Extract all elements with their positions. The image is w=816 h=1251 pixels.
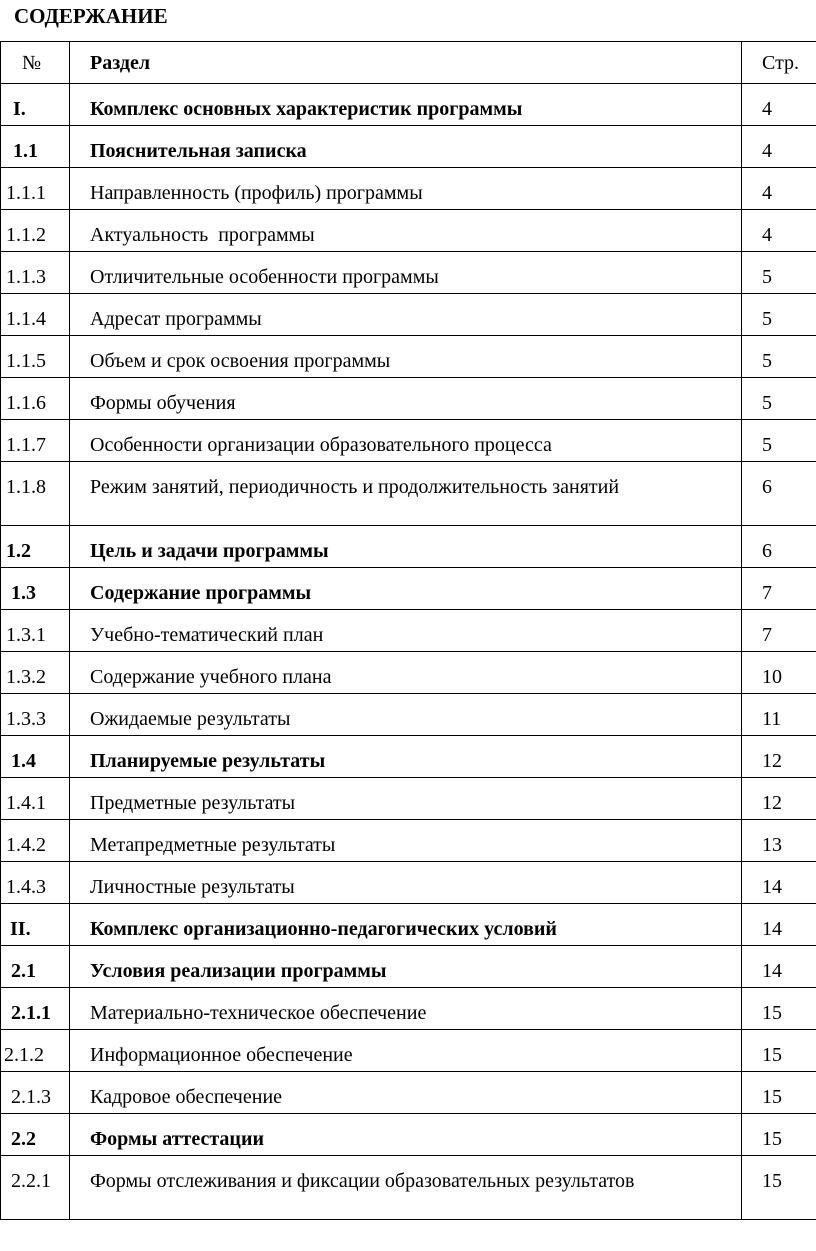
toc-row-number: 1.1.3 <box>1 252 70 294</box>
toc-row-page: 7 <box>742 610 816 652</box>
toc-row-number: 1.3.3 <box>1 694 70 736</box>
toc-row-number: 1.4.1 <box>1 778 70 820</box>
toc-row-number: 1.1.4 <box>1 294 70 336</box>
toc-row-number: 1.3.2 <box>1 652 70 694</box>
toc-row-title: Отличительные особенности программы <box>70 252 742 294</box>
toc-row-title: Планируемые результаты <box>70 736 742 778</box>
toc-row <box>1 1072 816 1114</box>
toc-row-page: 12 <box>742 736 816 778</box>
toc-row-title: Направленность (профиль) программы <box>70 168 742 210</box>
toc-row-title: Предметные результаты <box>70 778 742 820</box>
toc-row-title: Учебно-тематический план <box>70 610 742 652</box>
toc-row-page: 6 <box>742 526 816 568</box>
column-page-header: Стр. <box>742 42 816 84</box>
toc-row-number: 1.1 <box>1 126 70 168</box>
toc-row <box>1 378 816 420</box>
toc-row <box>1 1114 816 1156</box>
toc-row <box>1 462 816 526</box>
toc-row-page: 4 <box>742 126 816 168</box>
toc-row-page: 11 <box>742 694 816 736</box>
toc-row <box>1 210 816 252</box>
toc-row-page: 5 <box>742 294 816 336</box>
toc-row <box>1 820 816 862</box>
toc-row <box>1 904 816 946</box>
toc-row-page: 4 <box>742 168 816 210</box>
toc-row-title: Личностные результаты <box>70 862 742 904</box>
toc-row-number: 1.4.2 <box>1 820 70 862</box>
toc-row-number: II. <box>1 904 70 946</box>
toc-row-page: 5 <box>742 378 816 420</box>
toc-row-page: 15 <box>742 1030 816 1072</box>
toc-row-title: Режим занятий, периодичность и продолжительность занятий <box>70 462 742 526</box>
toc-row-page: 6 <box>742 462 816 526</box>
toc-row-number: 1.1.2 <box>1 210 70 252</box>
toc-row-page: 15 <box>742 1156 816 1220</box>
toc-row <box>1 736 816 778</box>
toc-row <box>1 420 816 462</box>
toc-row-number: I. <box>1 84 70 126</box>
toc-row-number: 1.3.1 <box>1 610 70 652</box>
toc-row-page: 5 <box>742 420 816 462</box>
toc-row-number: 2.1.1 <box>1 988 70 1030</box>
toc-row-page: 5 <box>742 252 816 294</box>
toc-row-page: 14 <box>742 904 816 946</box>
toc-row-title: Формы аттестации <box>70 1114 742 1156</box>
toc-row-page: 13 <box>742 820 816 862</box>
toc-row-page: 4 <box>742 84 816 126</box>
toc-row <box>1 1030 816 1072</box>
toc-row-title: Особенности организации образовательного процесса <box>70 420 742 462</box>
toc-row-title: Актуальность программы <box>70 210 742 252</box>
document-title: СОДЕРЖАНИЕ <box>14 4 168 28</box>
toc-row-title: Условия реализации программы <box>70 946 742 988</box>
toc-row-page: 10 <box>742 652 816 694</box>
toc-row <box>1 652 816 694</box>
toc-row-title: Комплекс основных характеристик программы <box>70 84 742 126</box>
toc-row-title: Пояснительная записка <box>70 126 742 168</box>
toc-row-page: 15 <box>742 1114 816 1156</box>
toc-row-number: 1.1.5 <box>1 336 70 378</box>
toc-row <box>1 1156 816 1220</box>
toc-row-title: Комплекс организационно-педагогических условий <box>70 904 742 946</box>
toc-row-page: 15 <box>742 988 816 1030</box>
toc-row-title: Содержание учебного плана <box>70 652 742 694</box>
toc-row-page: 4 <box>742 210 816 252</box>
toc-row-number: 1.1.7 <box>1 420 70 462</box>
toc-row-title: Информационное обеспечение <box>70 1030 742 1072</box>
toc-row-number: 1.3 <box>1 568 70 610</box>
toc-row <box>1 568 816 610</box>
toc-row-title: Кадровое обеспечение <box>70 1072 742 1114</box>
toc-row-number: 2.1 <box>1 946 70 988</box>
toc-row <box>1 526 816 568</box>
toc-row-page: 5 <box>742 336 816 378</box>
toc-row-title: Цель и задачи программы <box>70 526 742 568</box>
toc-row-number: 2.1.3 <box>1 1072 70 1114</box>
toc-row <box>1 168 816 210</box>
toc-row-page: 15 <box>742 1072 816 1114</box>
toc-row-title: Ожидаемые результаты <box>70 694 742 736</box>
toc-row <box>1 84 816 126</box>
column-section-header: Раздел <box>70 42 742 84</box>
toc-row <box>1 778 816 820</box>
toc-row-number: 1.1.6 <box>1 378 70 420</box>
toc-row-number: 1.2 <box>1 526 70 568</box>
toc-row-title: Содержание программы <box>70 568 742 610</box>
toc-row-title: Объем и срок освоения программы <box>70 336 742 378</box>
toc-row <box>1 946 816 988</box>
toc-row-title: Формы обучения <box>70 378 742 420</box>
toc-row-title: Метапредметные результаты <box>70 820 742 862</box>
toc-row-title: Формы отслеживания и фиксации образовательных результатов <box>70 1156 742 1220</box>
toc-row-number: 2.2 <box>1 1114 70 1156</box>
toc-row-title: Адресат программы <box>70 294 742 336</box>
toc-row-page: 14 <box>742 946 816 988</box>
toc-row <box>1 610 816 652</box>
toc-row-number: 1.4.3 <box>1 862 70 904</box>
toc-row-page: 12 <box>742 778 816 820</box>
toc-row-number: 2.2.1 <box>1 1156 70 1220</box>
toc-row <box>1 694 816 736</box>
toc-row-number: 1.1.8 <box>1 462 70 526</box>
table-header-row <box>1 42 816 84</box>
table-of-contents <box>0 41 816 1220</box>
toc-row <box>1 336 816 378</box>
toc-row <box>1 862 816 904</box>
toc-row-title: Материально-техническое обеспечение <box>70 988 742 1030</box>
toc-row <box>1 988 816 1030</box>
toc-row-page: 7 <box>742 568 816 610</box>
toc-row <box>1 294 816 336</box>
toc-row-page: 14 <box>742 862 816 904</box>
toc-row-number: 2.1.2 <box>1 1030 70 1072</box>
toc-row-number: 1.4 <box>1 736 70 778</box>
toc-row <box>1 126 816 168</box>
toc-row <box>1 252 816 294</box>
column-number-header: № <box>1 42 70 84</box>
toc-row-number: 1.1.1 <box>1 168 70 210</box>
